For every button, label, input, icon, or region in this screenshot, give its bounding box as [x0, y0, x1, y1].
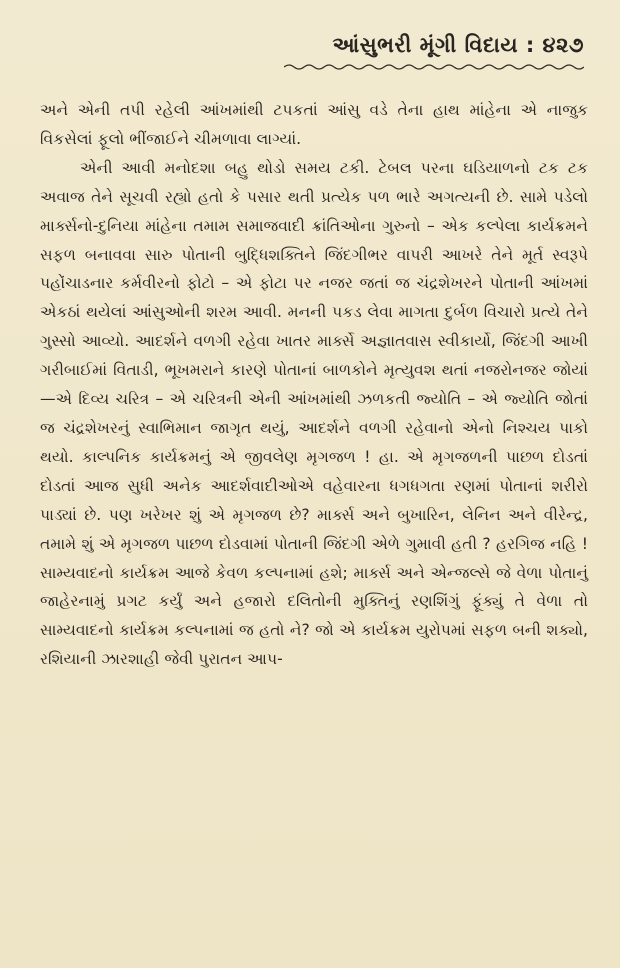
paragraph: એની આવી મનોદશા બહુ થોડો સમય ટકી. ટેબલ પરના ઘડિયાળનો ટક ટક અવાજ તેને સૂચવી રહ્યો હતો કે પસાર થતી પ્રત્યેક પળ ભારે અગત્યની છે. સામે પડેલો માર્ક્સનો-દુનિયા માંહેના તમામ સમાજવાદી ક્રાંતિઓના ગુરુનો – એક કલ્પેલા કાર્યક્રમને સફળ બનાવવા સારુ પોતાની બુદ્ધિશક્તિને જિંદગીભર વાપરી આખરે તેને મૂર્ત સ્વરૂપે પહોંચાડનાર કર્મવીરનો ફોટો – એ ફોટા પર નજર જતાં જ ચંદ્રશેખરને પોતાની આંખમાં એકઠાં થયેલાં આંસુઓની શરમ આવી. મનની પકડ લેવા માગતા દુર્બળ વિચારો પ્રત્યે તેને ગુસ્સો આવ્યો. આદર્શને વળગી રહેવા ખાતર માર્ક્સે અજ્ઞાતવાસ સ્વીકાર્યો, જિંદગી આખી ગરીબાઈમાં વિતાડી, ભૂખમરાને કારણે પોતાનાં બાળકોને મૃત્યુવશ થતાં નજરોનજર જોયાં—એ દિવ્ય ચરિત્ર – એ ચરિત્રની એની આંખમાંથી ઝળકતી જ્યોતિ – એ જ્યોતિ જોતાં જ ચંદ્રશેખરનું સ્વાભિમાન જાગૃત થયું, આદર્શને વળગી રહેવાનો એનો નિશ્ચય પાકો થયો. કાલ્પનિક કાર્યક્રમનું એ જીવલેણ મૃગજળ ! હા. એ મૃગજળની પાછળ દોડતાં દોડતાં આજ સુધી અનેક આદર્શવાદીઓએ વહેવારના ધગધગતા રણમાં પોતાનાં શરીરો પાડ્યાં છે. પણ ખરેખર શું એ મૃગજળ છે? માર્ક્સ અને બુખારિન, લેનિન અને વીરેન્દ્ર, તમામે શું એ મૃગજળ પાછળ દોડવામાં પોતાની જિંદગી એળે ગુમાવી હતી ? હરગિજ નહિ ! સામ્યવાદનો કાર્યક્રમ આજે કેવળ કલ્પનામાં હશે; માર્ક્સ અને એન્જલ્સે જે વેળા પોતાનું જાહેરનામું પ્રગટ કર્યું અને હજારો દલિતોની મુક્તિનું રણશિંગું ફૂંક્યું તે વેળા તો સામ્યવાદનો કાર્યક્રમ કલ્પનામાં જ હતો ને? જો એ કાર્યક્રમ યુરોપમાં સફળ બની શક્યો, રશિયાની ઝારશાહી જેવી પુરાતન આપ-	[40, 158, 588, 669]
body-text	[40, 96, 588, 674]
paragraph: અને એની તપી રહેલી આંખમાંથી ટપકતાં આંસુ વડે તેના હાથ માંહેના એ નાજુક વિકસેલાં ફૂલો ભીંજાઈને ચીમળાવા લાગ્યાં.	[40, 101, 588, 148]
wavy-underline	[284, 63, 584, 71]
running-head: આંસુભરી મૂંગી વિદાય : ૪૨૭	[332, 33, 584, 57]
page-header	[264, 30, 584, 60]
